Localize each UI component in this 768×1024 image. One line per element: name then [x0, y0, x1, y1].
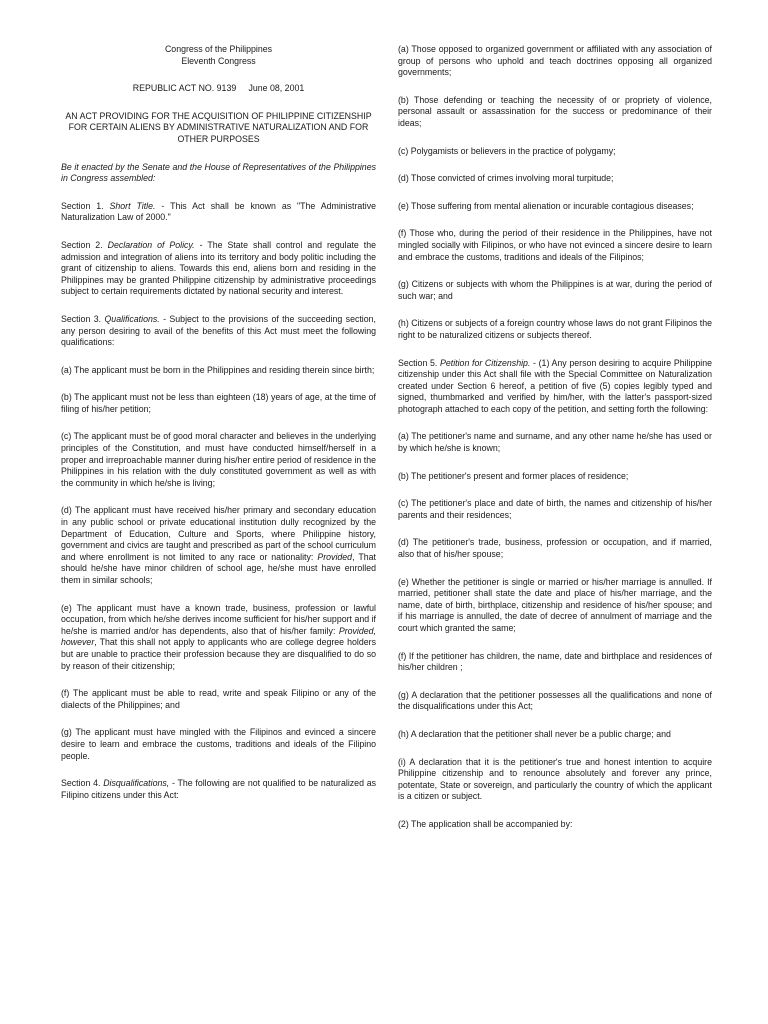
section-1-heading: Short Title. — [109, 200, 156, 211]
petition-item-2: (2) The application shall be accompanied by: — [398, 818, 573, 829]
congress-name: Congress of the Philippines — [164, 44, 273, 54]
petition-item-a: (a) The petitioner's name and surname, and any other name he/she has used or by which he/she is known; — [398, 431, 712, 454]
section-5-text: - (1) Any person desiring to acquire Philippine citizenship under this Act shall file with the Special Committee on Naturalization created under Section 6 hereof, a petition of five (5) copies legibly typed and signed, thumbmarked and verified by him/her, with the latter's passport-sized photograph attached to each copy of the petition, and setting forth the following: — [398, 357, 713, 414]
congress-session: Eleventh Congress — [181, 55, 256, 66]
qualification-e-text-2: , That this shall not apply to applicants who are college degree holders but are unable to practice their profession because they are disqualified to do so by reason of their citizenship; — [61, 637, 376, 671]
qualification-e — [61, 603, 376, 673]
section-5-heading: Petition for Citizenship. — [440, 357, 531, 368]
section-4-label: Section 4. — [61, 778, 101, 789]
disqualification-e: (e) Those suffering from mental alienation or incurable contagious diseases; — [398, 200, 694, 211]
qualification-d-proviso: Provided — [317, 551, 353, 562]
petition-item-i: (i) A declaration that it is the petitioner's true and honest intention to acquire Philippine citizenship and to renounce absolutely and forever any prince, potentate, State or sovereign, and particularly the country of which the applicant is a citizen or subject. — [398, 756, 712, 802]
qualification-d-text-2: , That should he/she have minor children of school age, he/she must have enrolled them in similar schools; — [61, 551, 376, 585]
section-3-text: - Subject to the provisions of the succeeding section, any person desiring to avail of the benefits of this Act must meet the following qualifications: — [61, 313, 376, 348]
section-4 — [61, 778, 376, 801]
act-number-spacer — [236, 83, 248, 93]
left-column — [61, 44, 376, 817]
section-5 — [398, 358, 712, 416]
qualification-a: (a) The applicant must be born in the Philippines and residing therein since birth; — [61, 364, 375, 375]
disqualification-h: (h) Citizens or subjects of a foreign country whose laws do not grant Filipinos the right to be naturalized citizens or subjects thereof. — [398, 318, 712, 340]
section-2 — [61, 240, 376, 298]
section-3-label: Section 3. — [61, 313, 102, 324]
petition-item-c: (c) The petitioner's place and date of birth, the names and citizenship of his/her parents and their residences; — [398, 498, 712, 520]
qualification-g: (g) The applicant must have mingled with the Filipinos and evinced a sincere desire to learn and embrace the customs, traditions and ideals of the Filipino people. — [61, 727, 376, 761]
qualification-d-text-1: (d) The applicant must have received his/her primary and secondary education in any public school or private educational institution dully recognized by the Department of Education, Culture and Sports, where Philippine history, government and civics are taught and prescribed as part of the school curriculum and where enrollment is not limited to any race or nationality: — [61, 505, 376, 562]
section-4-text: - The following are not qualified to be naturalized as Filipino citizens under this Act: — [61, 778, 376, 800]
enacting-clause: Be it enacted by the Senate and the House of Representatives of the Philippines in Congress assembled: — [61, 161, 376, 184]
qualification-c: (c) The applicant must be of good moral character and believes in the underlying principles of the Constitution, and must have conducted himself/herself in a proper and irreproachable manner during his/her entire period of residence in the Philippines in his relation with the duly constituted government as well as with the community in which he/she is living; — [61, 431, 376, 488]
section-3 — [61, 314, 376, 349]
petition-item-h: (h) A declaration that the petitioner shall never be a public charge; and — [398, 728, 671, 739]
section-1-label: Section 1. — [61, 200, 104, 211]
act-title: AN ACT PROVIDING FOR THE ACQUISITION OF PHILIPPINE CITIZENSHIP FOR CERTAIN ALIENS BY ADMINISTRATIVE NATURALIZATION AND FOR OTHER PURPOSES — [65, 110, 372, 144]
disqualification-g: (g) Citizens or subjects with whom the Philippines is at war, during the period of such war; and — [398, 279, 712, 301]
qualification-f: (f) The applicant must be able to read, write and speak Filipino or any of the dialects of the Philippines; and — [61, 688, 376, 710]
section-2-text: - The State shall control and regulate the admission and integration of aliens into its territory and body politic including the grant of citizenship to aliens. Towards this end, aliens born and residing in the Philippines may be granted Philippine citizenship by administrative proceedings subject to certain requirements dictated by national security and interest. — [61, 239, 376, 297]
petition-item-g: (g) A declaration that the petitioner possesses all the qualifications and none of the disqualifications under this Act; — [398, 689, 712, 712]
section-3-heading: Qualifications. — [104, 313, 160, 324]
section-1 — [61, 201, 376, 224]
disqualification-a: (a) Those opposed to organized government or affiliated with any association of group of persons who uphold and teach doctrines opposing all organized governments; — [398, 44, 712, 78]
act-date: June 08, 2001 — [248, 83, 305, 94]
qualification-e-text-1: (e) The applicant must have a known trade, business, profession or lawful occupation, from which he/she derives income sufficient for his/her support and if he/she is married and/or has dependents, also that of his/her family: — [61, 602, 376, 636]
section-1-text: - This Act shall be known as "The Administrative Naturalization Law of 2000." — [61, 200, 376, 223]
petition-item-b: (b) The petitioner's present and former places of residence; — [398, 470, 629, 481]
section-2-heading: Declaration of Policy. — [107, 239, 195, 250]
section-5-label: Section 5. — [398, 357, 438, 368]
disqualification-b: (b) Those defending or teaching the necessity of or propriety of violence, personal assault or assassination for the success or predominance of their ideas; — [398, 94, 712, 128]
petition-item-e: (e) Whether the petitioner is single or married or his/her marriage is annulled. If married, petitioner shall state the date and place of his/her marriage, and the name, date of birth, birthplace, citizenship and residence of his/her spouse; and if his marriage is annulled, the date of decree of annulment of marriage and the court which granted the same; — [398, 576, 712, 633]
qualification-d — [61, 505, 376, 586]
disqualification-d: (d) Those convicted of crimes involving moral turpitude; — [398, 173, 614, 184]
qualification-b: (b) The applicant must not be less than eighteen (18) years of age, at the time of filing of his/her petition; — [61, 392, 376, 414]
act-number-line — [61, 83, 376, 95]
disqualification-c: (c) Polygamists or believers in the practice of polygamy; — [398, 145, 616, 156]
section-4-heading: Disqualifications, — [103, 778, 170, 789]
petition-item-d: (d) The petitioner's trade, business, profession or occupation, and if married, also that of his/her spouse; — [398, 537, 712, 560]
section-2-label: Section 2. — [61, 239, 103, 250]
qualification-e-proviso: Provided, however — [61, 625, 376, 648]
petition-item-f: (f) If the petitioner has children, the name, date and birthplace and residences of his/her children ; — [398, 650, 712, 673]
disqualification-f: (f) Those who, during the period of their residence in the Philippines, have not mingled socially with Filipinos, or who have not evinced a sincere desire to learn and embrace the customs, traditions and ideals of the Filipinos; — [398, 228, 712, 262]
right-column — [398, 44, 712, 847]
act-number: REPUBLIC ACT NO. 9139 — [132, 83, 237, 94]
